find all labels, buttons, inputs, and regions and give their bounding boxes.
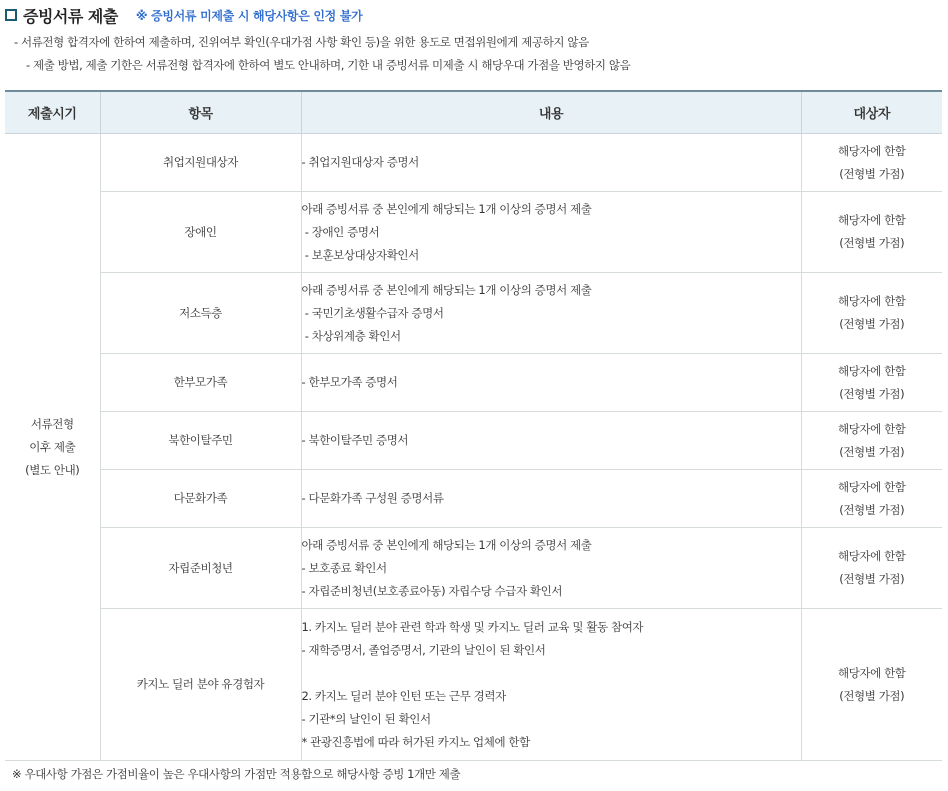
note-line: - 제출 방법, 제출 기한은 서류전형 합격자에 한하여 별도 안내하며, 기한 내 증빙서류 미제출 시 해당우대 가점을 반영하지 않음 bbox=[26, 58, 631, 72]
target-cell: 해당자에 한함 (전형별 가점) bbox=[801, 528, 942, 609]
table-header-row bbox=[5, 91, 942, 134]
table-row bbox=[5, 273, 942, 354]
item-cell: 저소득층 bbox=[100, 273, 301, 354]
item-cell: 자립준비청년 bbox=[100, 528, 301, 609]
header-item: 항목 bbox=[100, 91, 301, 134]
item-cell: 한부모가족 bbox=[100, 354, 301, 412]
target-cell: 해당자에 한함 (전형별 가점) bbox=[801, 134, 942, 192]
target-cell: 해당자에 한함 (전형별 가점) bbox=[801, 609, 942, 761]
target-cell: 해당자에 한함 (전형별 가점) bbox=[801, 470, 942, 528]
note-line: - 서류전형 합격자에 한하여 제출하며, 진위여부 확인(우대가점 사항 확인 등)을 위한 용도로 면접위원에게 제공하지 않음 bbox=[14, 35, 589, 49]
item-cell: 다문화가족 bbox=[100, 470, 301, 528]
table-row bbox=[5, 470, 942, 528]
header-period: 제출시기 bbox=[5, 91, 100, 134]
content-cell: - 취업지원대상자 증명서 bbox=[301, 134, 801, 192]
table-row bbox=[5, 412, 942, 470]
content-cell: - 다문화가족 구성원 증명서류 bbox=[301, 470, 801, 528]
table-row bbox=[5, 134, 942, 192]
content-cell: - 북한이탈주민 증명서 bbox=[301, 412, 801, 470]
documents-table bbox=[5, 90, 942, 761]
header-target: 대상자 bbox=[801, 91, 942, 134]
content-cell: 1. 카지노 딜러 분야 관련 학과 학생 및 카지노 딜러 교육 및 활동 참여자 - 재학증명서, 졸업증명서, 기관의 날인이 된 확인서 2. 카지노 딜러 분야 인턴 또는 근무 경력자 - 기관*의 날인이 된 확인서 * 관광진흥법에 따라 허가된 카지노 업체에 한함 bbox=[301, 609, 801, 761]
square-bullet-icon bbox=[5, 9, 17, 21]
item-cell: 북한이탈주민 bbox=[100, 412, 301, 470]
content-cell: - 한부모가족 증명서 bbox=[301, 354, 801, 412]
item-cell: 장애인 bbox=[100, 192, 301, 273]
item-cell: 취업지원대상자 bbox=[100, 134, 301, 192]
target-cell: 해당자에 한함 (전형별 가점) bbox=[801, 273, 942, 354]
target-cell: 해당자에 한함 (전형별 가점) bbox=[801, 354, 942, 412]
target-cell: 해당자에 한함 (전형별 가점) bbox=[801, 192, 942, 273]
content-cell: 아래 증빙서류 중 본인에게 해당되는 1개 이상의 증명서 제출 - 장애인 증명서 - 보훈보상대상자확인서 bbox=[301, 192, 801, 273]
target-cell: 해당자에 한함 (전형별 가점) bbox=[801, 412, 942, 470]
period-line: 서류전형 bbox=[30, 416, 74, 431]
table-row bbox=[5, 609, 942, 761]
section-title: 증빙서류 제출 bbox=[23, 6, 118, 26]
warning-note: ※ 증빙서류 미제출 시 해당사항은 인정 불가 bbox=[135, 8, 363, 23]
content-cell: 아래 증빙서류 중 본인에게 해당되는 1개 이상의 증명서 제출 - 보호종료 확인서 - 자립준비청년(보호종료아동) 자립수당 수급자 확인서 bbox=[301, 528, 801, 609]
table-row bbox=[5, 528, 942, 609]
item-cell: 카지노 딜러 분야 유경험자 bbox=[100, 609, 301, 761]
period-line: (별도 안내) bbox=[25, 462, 80, 477]
footer-note: ※ 우대사항 가점은 가점비율이 높은 우대사항의 가점만 적용함으로 해당사항 증빙 1개만 제출 bbox=[12, 767, 461, 781]
section-header bbox=[5, 5, 362, 25]
period-line: 이후 제출 bbox=[29, 439, 76, 454]
table-row bbox=[5, 192, 942, 273]
submission-period-cell bbox=[5, 134, 100, 761]
content-cell: 아래 증빙서류 중 본인에게 해당되는 1개 이상의 증명서 제출 - 국민기초생활수급자 증명서 - 차상위계층 확인서 bbox=[301, 273, 801, 354]
table-row bbox=[5, 354, 942, 412]
header-content: 내용 bbox=[301, 91, 801, 134]
